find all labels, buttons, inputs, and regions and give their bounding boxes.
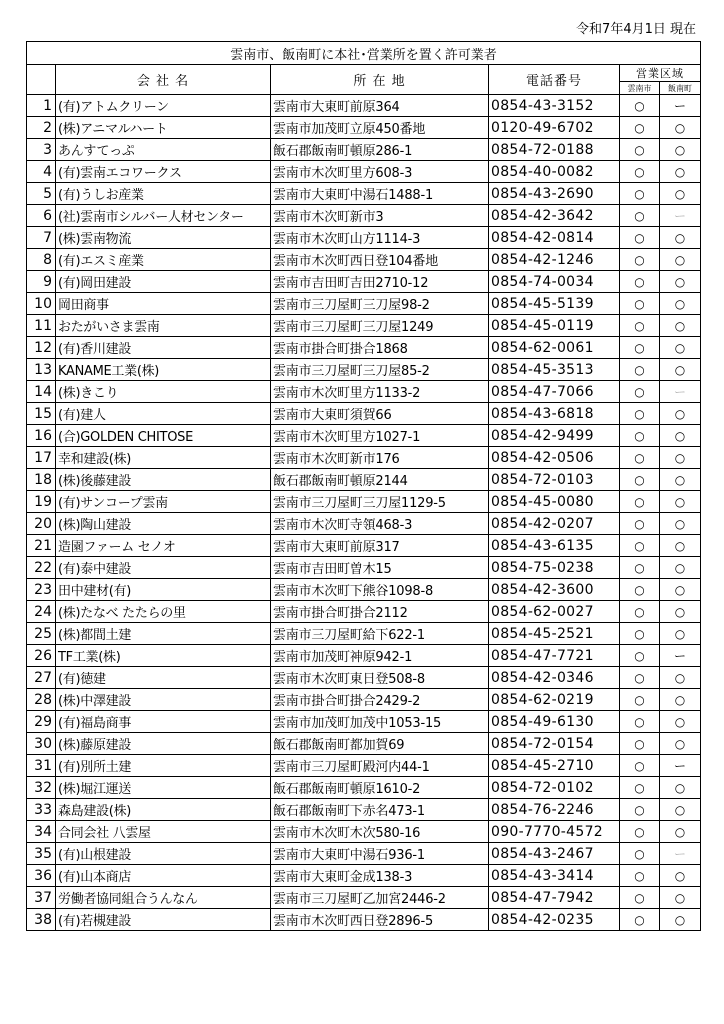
area-unnan: ○ xyxy=(620,183,660,205)
phone-number: 0854-62-0061 xyxy=(489,337,620,359)
area-unnan: ○ xyxy=(620,95,660,117)
table-body xyxy=(27,95,701,931)
table-row xyxy=(27,227,701,249)
area-iinan: ○ xyxy=(660,579,701,601)
phone-number: 0120-49-6702 xyxy=(489,117,620,139)
table-row xyxy=(27,579,701,601)
phone-number: 0854-62-0219 xyxy=(489,689,620,711)
company-name: あんすてっぷ xyxy=(56,139,271,161)
table-row xyxy=(27,425,701,447)
row-number: 29 xyxy=(27,711,56,733)
company-address: 雲南市木次町木次580-16 xyxy=(271,821,489,843)
table-row xyxy=(27,205,701,227)
company-name: (株)藤原建設 xyxy=(56,733,271,755)
row-number: 4 xyxy=(27,161,56,183)
table-row xyxy=(27,733,701,755)
row-number: 6 xyxy=(27,205,56,227)
company-name: (合)GOLDEN CHITOSE xyxy=(56,425,271,447)
company-address: 飯石郡飯南町頓原2144 xyxy=(271,469,489,491)
area-unnan: ○ xyxy=(620,227,660,249)
company-address: 雲南市三刀屋町三刀屋85-2 xyxy=(271,359,489,381)
area-iinan: ○ xyxy=(660,359,701,381)
phone-number: 0854-42-0506 xyxy=(489,447,620,469)
area-unnan: ○ xyxy=(620,821,660,843)
area-unnan: ○ xyxy=(620,117,660,139)
table-row xyxy=(27,183,701,205)
company-name: 田中建材(有) xyxy=(56,579,271,601)
company-address: 雲南市木次町里方608-3 xyxy=(271,161,489,183)
company-name: 岡田商事 xyxy=(56,293,271,315)
row-number: 34 xyxy=(27,821,56,843)
company-name: 幸和建設(株) xyxy=(56,447,271,469)
header-unnan: 雲南市 xyxy=(620,82,660,95)
area-iinan: ○ xyxy=(660,689,701,711)
area-unnan: ○ xyxy=(620,381,660,403)
area-iinan: ー xyxy=(660,205,701,227)
company-address: 雲南市三刀屋町給下622-1 xyxy=(271,623,489,645)
area-iinan: ○ xyxy=(660,271,701,293)
area-unnan: ○ xyxy=(620,249,660,271)
area-unnan: ○ xyxy=(620,843,660,865)
table-row xyxy=(27,161,701,183)
header-address: 所 在 地 xyxy=(271,65,489,95)
table-row xyxy=(27,623,701,645)
phone-number: 0854-45-0119 xyxy=(489,315,620,337)
table-row xyxy=(27,799,701,821)
row-number: 18 xyxy=(27,469,56,491)
table-title: 雲南市、飯南町に本社･営業所を置く許可業者 xyxy=(27,42,701,65)
area-unnan: ○ xyxy=(620,579,660,601)
phone-number: 0854-49-6130 xyxy=(489,711,620,733)
area-unnan: ○ xyxy=(620,293,660,315)
row-number: 2 xyxy=(27,117,56,139)
phone-number: 0854-43-6135 xyxy=(489,535,620,557)
row-number: 3 xyxy=(27,139,56,161)
company-address: 雲南市大東町中湯石936-1 xyxy=(271,843,489,865)
company-address: 雲南市掛合町掛合2429-2 xyxy=(271,689,489,711)
row-number: 32 xyxy=(27,777,56,799)
phone-number: 0854-42-0346 xyxy=(489,667,620,689)
area-unnan: ○ xyxy=(620,755,660,777)
row-number: 35 xyxy=(27,843,56,865)
company-name: (有)山本商店 xyxy=(56,865,271,887)
row-number: 7 xyxy=(27,227,56,249)
row-number: 14 xyxy=(27,381,56,403)
company-address: 雲南市大東町前原364 xyxy=(271,95,489,117)
table-row xyxy=(27,293,701,315)
phone-number: 0854-72-0188 xyxy=(489,139,620,161)
company-name: (社)雲南市シルバー人材センター xyxy=(56,205,271,227)
area-iinan: ○ xyxy=(660,513,701,535)
header-phone: 電話番号 xyxy=(489,65,620,95)
company-name: 労働者協同組合うんなん xyxy=(56,887,271,909)
company-name: (株)中澤建設 xyxy=(56,689,271,711)
table-row xyxy=(27,645,701,667)
row-number: 8 xyxy=(27,249,56,271)
area-iinan: ○ xyxy=(660,139,701,161)
area-iinan: ○ xyxy=(660,161,701,183)
area-unnan: ○ xyxy=(620,337,660,359)
area-iinan: ー xyxy=(660,95,701,117)
phone-number: 0854-45-2521 xyxy=(489,623,620,645)
area-iinan: ○ xyxy=(660,557,701,579)
phone-number: 0854-47-7721 xyxy=(489,645,620,667)
phone-number: 090-7770-4572 xyxy=(489,821,620,843)
area-iinan: ○ xyxy=(660,909,701,931)
phone-number: 0854-72-0154 xyxy=(489,733,620,755)
area-iinan: ー xyxy=(660,381,701,403)
area-iinan: ○ xyxy=(660,337,701,359)
area-unnan: ○ xyxy=(620,139,660,161)
phone-number: 0854-45-2710 xyxy=(489,755,620,777)
phone-number: 0854-43-3152 xyxy=(489,95,620,117)
phone-number: 0854-76-2246 xyxy=(489,799,620,821)
company-name: (有)香川建設 xyxy=(56,337,271,359)
company-name: KANAME工業(株) xyxy=(56,359,271,381)
phone-number: 0854-42-0207 xyxy=(489,513,620,535)
area-iinan: ○ xyxy=(660,117,701,139)
area-unnan: ○ xyxy=(620,909,660,931)
company-address: 雲南市木次町里方1133-2 xyxy=(271,381,489,403)
area-iinan: ○ xyxy=(660,293,701,315)
row-number: 11 xyxy=(27,315,56,337)
area-iinan: ○ xyxy=(660,667,701,689)
phone-number: 0854-47-7066 xyxy=(489,381,620,403)
company-address: 雲南市木次町山方1114-3 xyxy=(271,227,489,249)
phone-number: 0854-45-0080 xyxy=(489,491,620,513)
area-unnan: ○ xyxy=(620,271,660,293)
row-number: 27 xyxy=(27,667,56,689)
company-name: (株)アニマルハート xyxy=(56,117,271,139)
company-name: (株)たなべ たたらの里 xyxy=(56,601,271,623)
header-iinan: 飯南町 xyxy=(660,82,701,95)
area-unnan: ○ xyxy=(620,689,660,711)
phone-number: 0854-43-2690 xyxy=(489,183,620,205)
row-number: 25 xyxy=(27,623,56,645)
area-unnan: ○ xyxy=(620,205,660,227)
table-row xyxy=(27,535,701,557)
row-number: 37 xyxy=(27,887,56,909)
area-iinan: ○ xyxy=(660,887,701,909)
area-iinan: ー xyxy=(660,755,701,777)
phone-number: 0854-45-3513 xyxy=(489,359,620,381)
phone-number: 0854-42-3600 xyxy=(489,579,620,601)
row-number: 5 xyxy=(27,183,56,205)
phone-number: 0854-74-0034 xyxy=(489,271,620,293)
table-row xyxy=(27,359,701,381)
table-row xyxy=(27,381,701,403)
area-unnan: ○ xyxy=(620,887,660,909)
company-name: (有)泰中建設 xyxy=(56,557,271,579)
phone-number: 0854-42-1246 xyxy=(489,249,620,271)
phone-number: 0854-43-6818 xyxy=(489,403,620,425)
table-row xyxy=(27,95,701,117)
company-name: (有)山根建設 xyxy=(56,843,271,865)
phone-number: 0854-47-7942 xyxy=(489,887,620,909)
phone-number: 0854-72-0102 xyxy=(489,777,620,799)
area-unnan: ○ xyxy=(620,359,660,381)
company-name: 森島建設(株) xyxy=(56,799,271,821)
company-name: 造園ファーム セノオ xyxy=(56,535,271,557)
licensed-companies-table xyxy=(26,41,701,931)
table-row xyxy=(27,711,701,733)
area-unnan: ○ xyxy=(620,491,660,513)
company-address: 雲南市掛合町掛合2112 xyxy=(271,601,489,623)
company-address: 雲南市木次町新市176 xyxy=(271,447,489,469)
company-address: 雲南市木次町下熊谷1098-8 xyxy=(271,579,489,601)
header-business-area: 営業区域 xyxy=(620,65,701,82)
area-iinan: ○ xyxy=(660,403,701,425)
company-name: (株)雲南物流 xyxy=(56,227,271,249)
row-number: 30 xyxy=(27,733,56,755)
header-company: 会 社 名 xyxy=(56,65,271,95)
table-row xyxy=(27,271,701,293)
row-number: 20 xyxy=(27,513,56,535)
company-address: 雲南市吉田町曽木15 xyxy=(271,557,489,579)
company-name: (有)建人 xyxy=(56,403,271,425)
table-row xyxy=(27,909,701,931)
area-iinan: ー xyxy=(660,645,701,667)
company-name: (有)別所土建 xyxy=(56,755,271,777)
company-name: (有)雲南エコワークス xyxy=(56,161,271,183)
area-iinan: ○ xyxy=(660,799,701,821)
area-unnan: ○ xyxy=(620,447,660,469)
phone-number: 0854-43-3414 xyxy=(489,865,620,887)
area-iinan: ○ xyxy=(660,315,701,337)
company-name: (有)若槻建設 xyxy=(56,909,271,931)
area-unnan: ○ xyxy=(620,403,660,425)
company-address: 雲南市木次町東日登508-8 xyxy=(271,667,489,689)
table-row xyxy=(27,689,701,711)
row-number: 22 xyxy=(27,557,56,579)
company-address: 雲南市三刀屋町三刀屋98-2 xyxy=(271,293,489,315)
table-row xyxy=(27,117,701,139)
company-address: 飯石郡飯南町都加賀69 xyxy=(271,733,489,755)
row-number: 23 xyxy=(27,579,56,601)
table-row xyxy=(27,601,701,623)
area-iinan: ○ xyxy=(660,491,701,513)
area-unnan: ○ xyxy=(620,865,660,887)
phone-number: 0854-40-0082 xyxy=(489,161,620,183)
company-name: (有)福島商事 xyxy=(56,711,271,733)
area-iinan: ○ xyxy=(660,447,701,469)
company-address: 雲南市木次町里方1027-1 xyxy=(271,425,489,447)
company-address: 雲南市掛合町掛合1868 xyxy=(271,337,489,359)
area-unnan: ○ xyxy=(620,161,660,183)
company-address: 雲南市吉田町吉田2710-12 xyxy=(271,271,489,293)
company-address: 雲南市木次町西日登2896-5 xyxy=(271,909,489,931)
company-address: 飯石郡飯南町頓原1610-2 xyxy=(271,777,489,799)
row-number: 38 xyxy=(27,909,56,931)
table-row xyxy=(27,403,701,425)
company-address: 雲南市三刀屋町乙加宮2446-2 xyxy=(271,887,489,909)
area-unnan: ○ xyxy=(620,733,660,755)
company-address: 雲南市加茂町加茂中1053-15 xyxy=(271,711,489,733)
area-iinan: ○ xyxy=(660,425,701,447)
area-iinan: ○ xyxy=(660,733,701,755)
table-row xyxy=(27,491,701,513)
phone-number: 0854-42-9499 xyxy=(489,425,620,447)
row-number: 12 xyxy=(27,337,56,359)
company-address: 雲南市大東町前原317 xyxy=(271,535,489,557)
header-number xyxy=(27,65,56,95)
area-iinan: ○ xyxy=(660,865,701,887)
company-address: 雲南市木次町寺領468-3 xyxy=(271,513,489,535)
company-address: 雲南市加茂町神原942-1 xyxy=(271,645,489,667)
area-unnan: ○ xyxy=(620,601,660,623)
company-address: 雲南市大東町金成138-3 xyxy=(271,865,489,887)
as-of-date: 令和7年4月1日 現在 xyxy=(576,22,696,37)
company-address: 雲南市加茂町立原450番地 xyxy=(271,117,489,139)
area-unnan: ○ xyxy=(620,623,660,645)
table-row xyxy=(27,139,701,161)
table-row xyxy=(27,513,701,535)
company-address: 雲南市木次町新市3 xyxy=(271,205,489,227)
phone-number: 0854-72-0103 xyxy=(489,469,620,491)
table-row xyxy=(27,755,701,777)
area-unnan: ○ xyxy=(620,557,660,579)
table-row xyxy=(27,865,701,887)
table-row xyxy=(27,337,701,359)
company-address: 飯石郡飯南町頓原286-1 xyxy=(271,139,489,161)
company-name: (有)うしお産業 xyxy=(56,183,271,205)
area-unnan: ○ xyxy=(620,645,660,667)
table-row xyxy=(27,843,701,865)
row-number: 31 xyxy=(27,755,56,777)
row-number: 9 xyxy=(27,271,56,293)
area-iinan: ○ xyxy=(660,535,701,557)
row-number: 13 xyxy=(27,359,56,381)
company-address: 雲南市木次町西日登104番地 xyxy=(271,249,489,271)
area-iinan: ○ xyxy=(660,777,701,799)
table-row xyxy=(27,557,701,579)
area-unnan: ○ xyxy=(620,777,660,799)
phone-number: 0854-62-0027 xyxy=(489,601,620,623)
company-name: (株)後藤建設 xyxy=(56,469,271,491)
company-name: (株)都間土建 xyxy=(56,623,271,645)
company-address: 雲南市大東町須賀66 xyxy=(271,403,489,425)
company-name: TF工業(株) xyxy=(56,645,271,667)
phone-number: 0854-42-0814 xyxy=(489,227,620,249)
area-unnan: ○ xyxy=(620,425,660,447)
phone-number: 0854-42-0235 xyxy=(489,909,620,931)
row-number: 28 xyxy=(27,689,56,711)
area-unnan: ○ xyxy=(620,469,660,491)
area-unnan: ○ xyxy=(620,667,660,689)
table-row xyxy=(27,447,701,469)
area-iinan: ○ xyxy=(660,249,701,271)
table-row xyxy=(27,777,701,799)
row-number: 33 xyxy=(27,799,56,821)
row-number: 36 xyxy=(27,865,56,887)
area-unnan: ○ xyxy=(620,513,660,535)
row-number: 24 xyxy=(27,601,56,623)
row-number: 10 xyxy=(27,293,56,315)
area-iinan: ○ xyxy=(660,601,701,623)
table-row xyxy=(27,315,701,337)
company-address: 雲南市三刀屋町三刀屋1249 xyxy=(271,315,489,337)
area-iinan: ○ xyxy=(660,183,701,205)
row-number: 21 xyxy=(27,535,56,557)
phone-number: 0854-75-0238 xyxy=(489,557,620,579)
company-name: (有)岡田建設 xyxy=(56,271,271,293)
phone-number: 0854-45-5139 xyxy=(489,293,620,315)
company-address: 雲南市三刀屋町三刀屋1129-5 xyxy=(271,491,489,513)
area-iinan: ○ xyxy=(660,623,701,645)
company-address: 雲南市三刀屋町殿河内44-1 xyxy=(271,755,489,777)
company-name: (有)徳建 xyxy=(56,667,271,689)
row-number: 17 xyxy=(27,447,56,469)
company-address: 飯石郡飯南町下赤名473-1 xyxy=(271,799,489,821)
area-unnan: ○ xyxy=(620,799,660,821)
table-row xyxy=(27,887,701,909)
area-unnan: ○ xyxy=(620,711,660,733)
area-unnan: ○ xyxy=(620,315,660,337)
table-row xyxy=(27,469,701,491)
company-name: (株)きこり xyxy=(56,381,271,403)
area-iinan: ○ xyxy=(660,227,701,249)
row-number: 19 xyxy=(27,491,56,513)
row-number: 16 xyxy=(27,425,56,447)
company-name: 合同会社 八雲屋 xyxy=(56,821,271,843)
area-iinan: ○ xyxy=(660,711,701,733)
company-name: (有)サンコープ雲南 xyxy=(56,491,271,513)
company-name: (有)エスミ産業 xyxy=(56,249,271,271)
table-row xyxy=(27,667,701,689)
area-iinan: ○ xyxy=(660,821,701,843)
company-name: (株)堀江運送 xyxy=(56,777,271,799)
company-address: 雲南市大東町中湯石1488-1 xyxy=(271,183,489,205)
table-row xyxy=(27,249,701,271)
area-iinan: ○ xyxy=(660,469,701,491)
area-iinan: ー xyxy=(660,843,701,865)
table-row xyxy=(27,821,701,843)
phone-number: 0854-43-2467 xyxy=(489,843,620,865)
company-name: (株)陶山建設 xyxy=(56,513,271,535)
company-name: おたがいさま雲南 xyxy=(56,315,271,337)
area-unnan: ○ xyxy=(620,535,660,557)
row-number: 26 xyxy=(27,645,56,667)
phone-number: 0854-42-3642 xyxy=(489,205,620,227)
company-name: (有)アトムクリーン xyxy=(56,95,271,117)
row-number: 1 xyxy=(27,95,56,117)
row-number: 15 xyxy=(27,403,56,425)
